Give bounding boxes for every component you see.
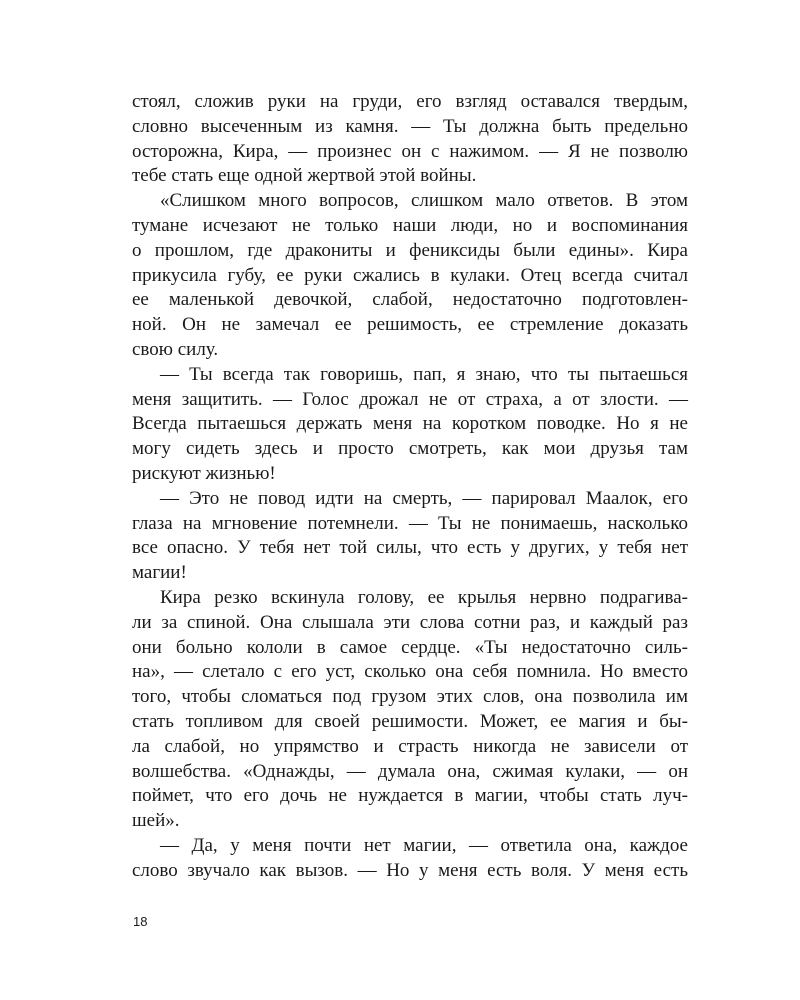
body-text: [132, 90, 688, 884]
text-line: на», — слетало с его уст, сколько она себя помнила. Но вместо: [132, 661, 688, 683]
text-line: свою силу.: [132, 338, 219, 360]
text-line: поймет, что его дочь не нуждается в магии, чтобы стать луч-: [132, 785, 688, 807]
text-line: того, чтобы сломаться под грузом этих слов, она позволила им: [132, 686, 688, 708]
text-line: глаза на мгновение потемнели. — Ты не понимаешь, насколько: [132, 512, 688, 534]
text-line: Всегда пытаешься держать меня на коротком поводке. Но я не: [132, 413, 688, 435]
text-line: осторожна, Кира, — произнес он с нажимом. — Я не позволю: [132, 140, 688, 162]
text-line: магии!: [132, 562, 187, 584]
text-line: ла слабой, но упрямство и страсть никогда не зависели от: [132, 735, 688, 757]
text-line: Кира резко вскинула голову, ее крылья нервно подрагива-: [160, 586, 688, 608]
text-line: стоял, сложив руки на груди, его взгляд оставался твердым,: [132, 91, 688, 112]
text-line: все опасно. У тебя нет той силы, что есть у других, у тебя нет: [132, 537, 688, 559]
text-line: словно высеченным из камня. — Ты должна быть предельно: [132, 115, 688, 137]
text-line: ли за спиной. Она слышала эти слова сотни раз, и каждый раз: [132, 611, 688, 633]
text-line: — Да, у меня почти нет магии, — ответила она, каждое: [160, 834, 688, 856]
text-line: — Ты всегда так говоришь, пап, я знаю, что ты пытаешься: [160, 363, 688, 385]
text-line: о прошлом, где дракониты и фениксиды были едины». Кира: [132, 239, 688, 261]
text-line: они больно кололи в самое сердце. «Ты недостаточно силь-: [132, 636, 688, 658]
page-number: 18: [133, 914, 148, 929]
text-line: тумане исчезают не только наши люди, но и воспоминания: [132, 214, 688, 236]
text-line: «Слишком много вопросов, слишком мало ответов. В этом: [160, 190, 688, 212]
text-line: — Это не повод идти на смерть, — парировал Маалок, его: [160, 487, 688, 509]
text-line: рискуют жизнью!: [132, 462, 276, 484]
text-line: ной. Он не замечал ее решимость, ее стремление доказать: [132, 314, 688, 336]
text-line: ее маленькой девочкой, слабой, недостаточно подготовлен-: [132, 289, 688, 311]
text-line: меня защитить. — Голос дрожал не от страха, а от злости. —: [132, 388, 688, 410]
text-line: прикусила губу, ее руки сжались в кулаки. Отец всегда считал: [132, 264, 688, 286]
text-line: шей».: [132, 810, 180, 832]
text-line: слово звучало как вызов. — Но у меня есть воля. У меня есть: [132, 859, 688, 881]
text-line: могу сидеть здесь и просто смотреть, как мои друзья там: [132, 438, 688, 460]
text-line: стать топливом для своей решимости. Может, ее магия и бы-: [132, 710, 688, 732]
text-line: тебе стать еще одной жертвой этой войны.: [132, 165, 477, 187]
text-line: волшебства. «Однажды, — думала она, сжимая кулаки, — он: [132, 760, 688, 782]
